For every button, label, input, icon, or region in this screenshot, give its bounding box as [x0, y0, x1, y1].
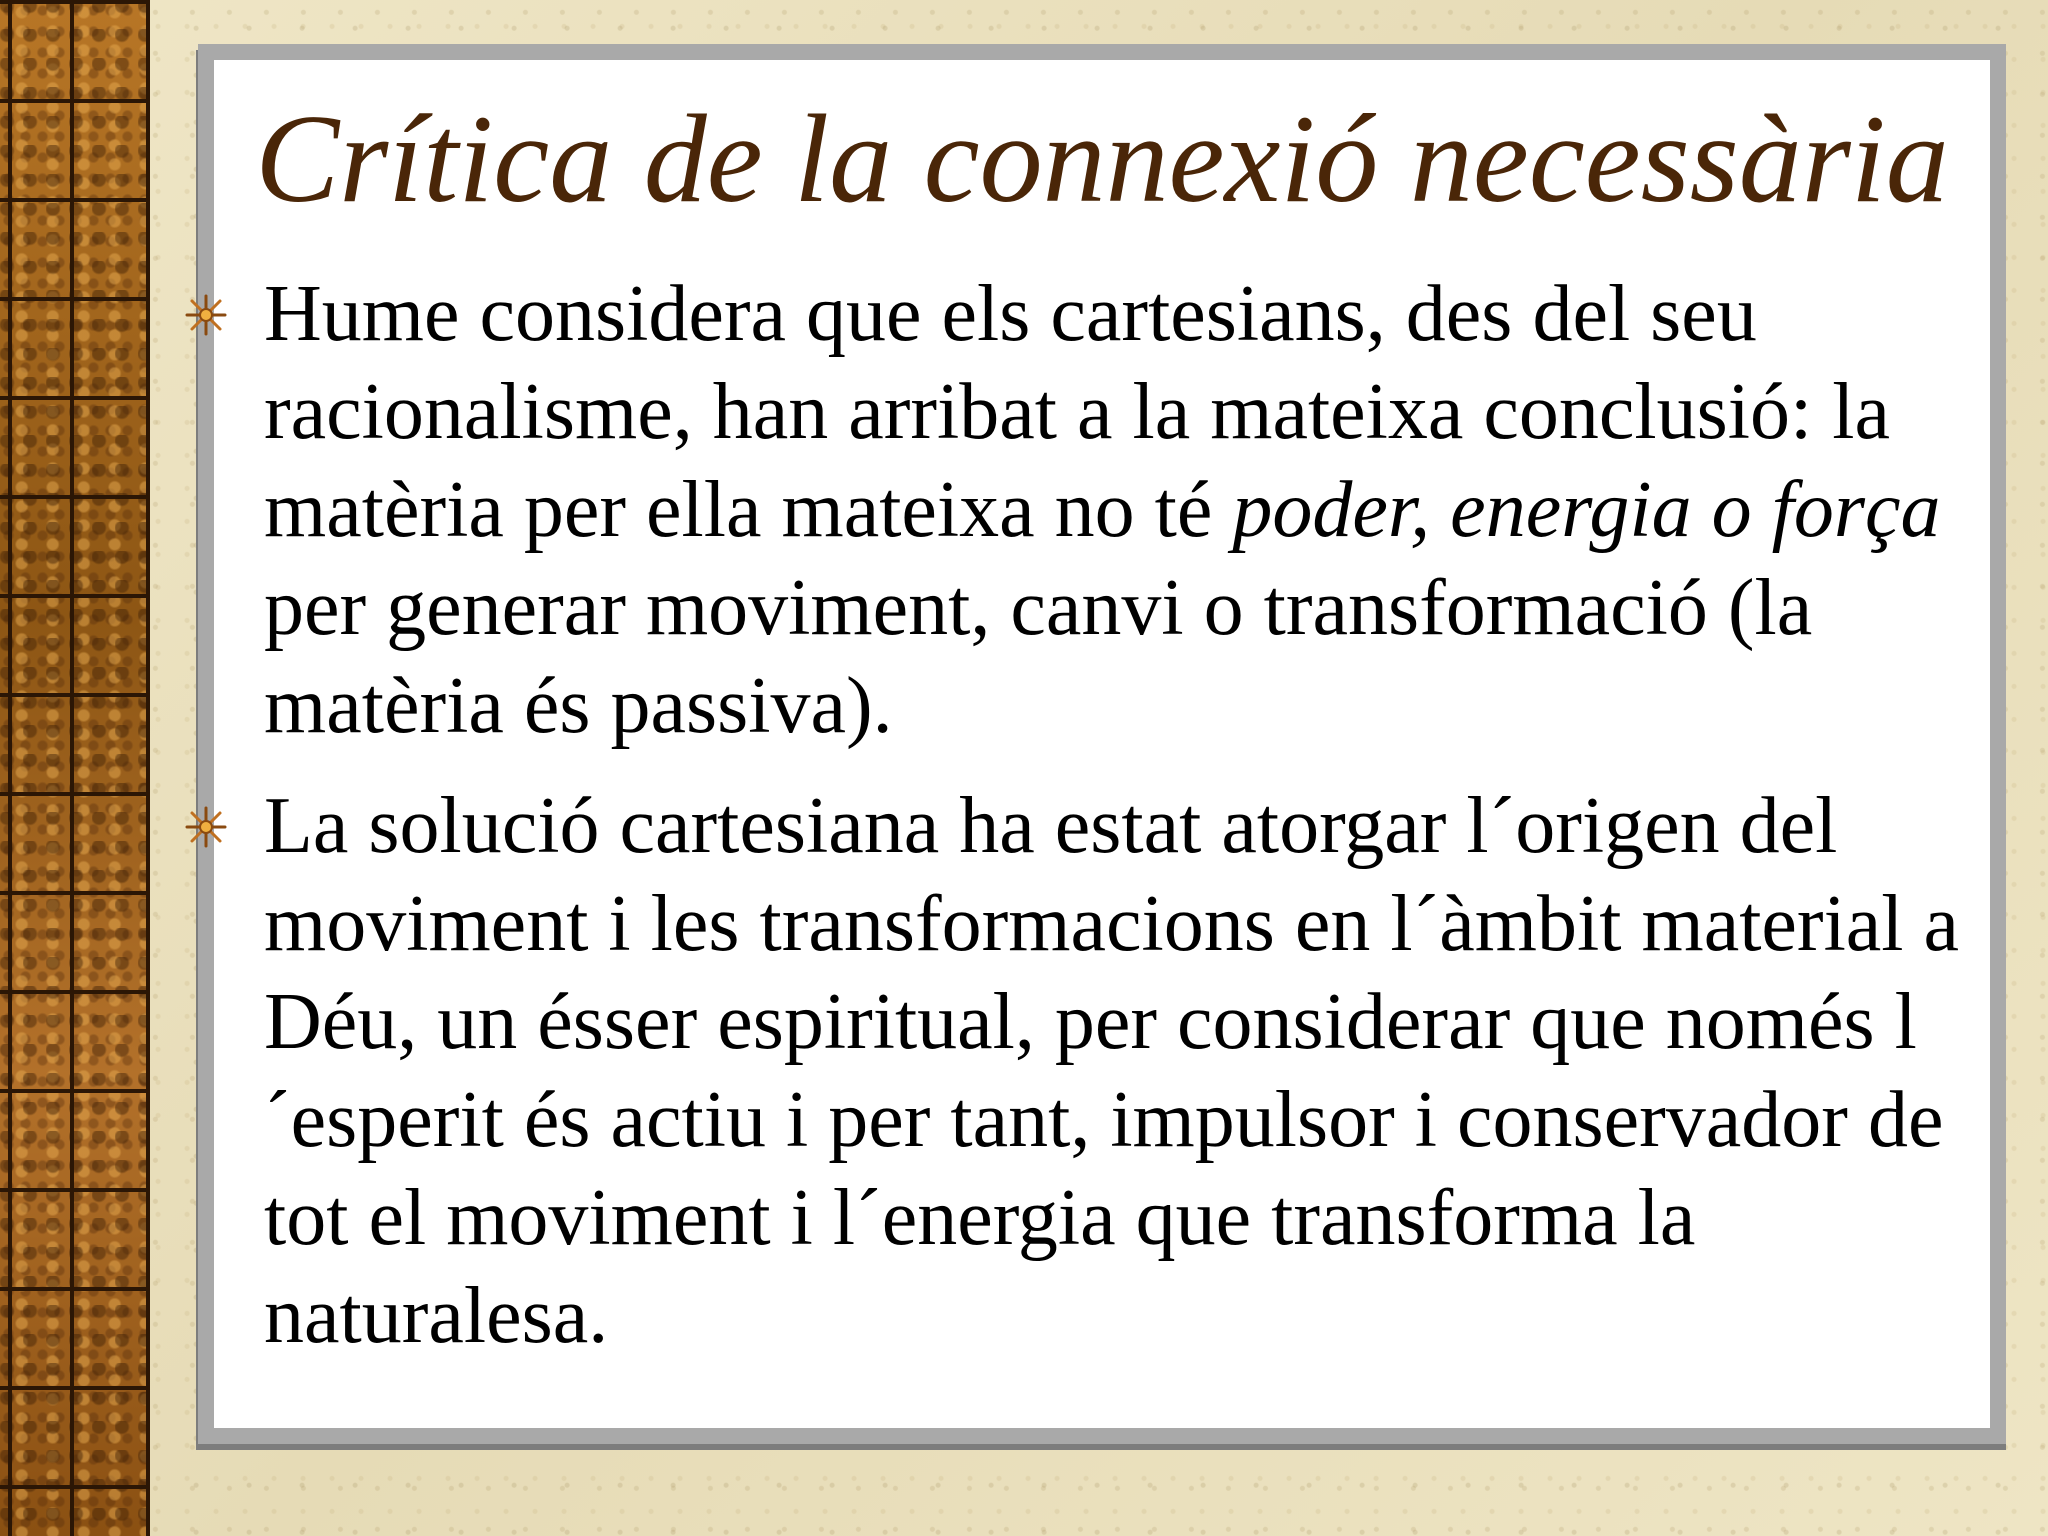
bullet-item-hume [214, 265, 2004, 755]
bullet-text-after: per generar moviment, canvi o transformació (la matèria és passiva). [264, 564, 1813, 750]
bullet-item-cartesian-solution [214, 777, 2004, 1365]
star-burst-icon [184, 805, 228, 849]
bullet-text-before: Hume considera que els cartesians, des del seu racionalisme, han arribat a la mateixa conclusió: la matèria per ella mateixa no té [264, 270, 1890, 554]
bullet-text-italic: poder, energia o força [1232, 466, 1941, 554]
bullet-list [214, 265, 2004, 1365]
slide-content-panel [214, 60, 1990, 1428]
slide-title: Crítica de la connexió necessària [255, 90, 1949, 229]
star-burst-icon [184, 293, 228, 337]
decorative-wood-strip [0, 0, 150, 1536]
bullet-text: La solució cartesiana ha estat atorgar l´origen del moviment i les transformacions en l´àmbit material a Déu, un ésser espiritual, per considerar que només l´esperit és actiu i per tant, impulsor i conservador de tot el moviment i l´energia que transforma la naturalesa. [264, 782, 1960, 1360]
slide-frame [198, 44, 2006, 1444]
